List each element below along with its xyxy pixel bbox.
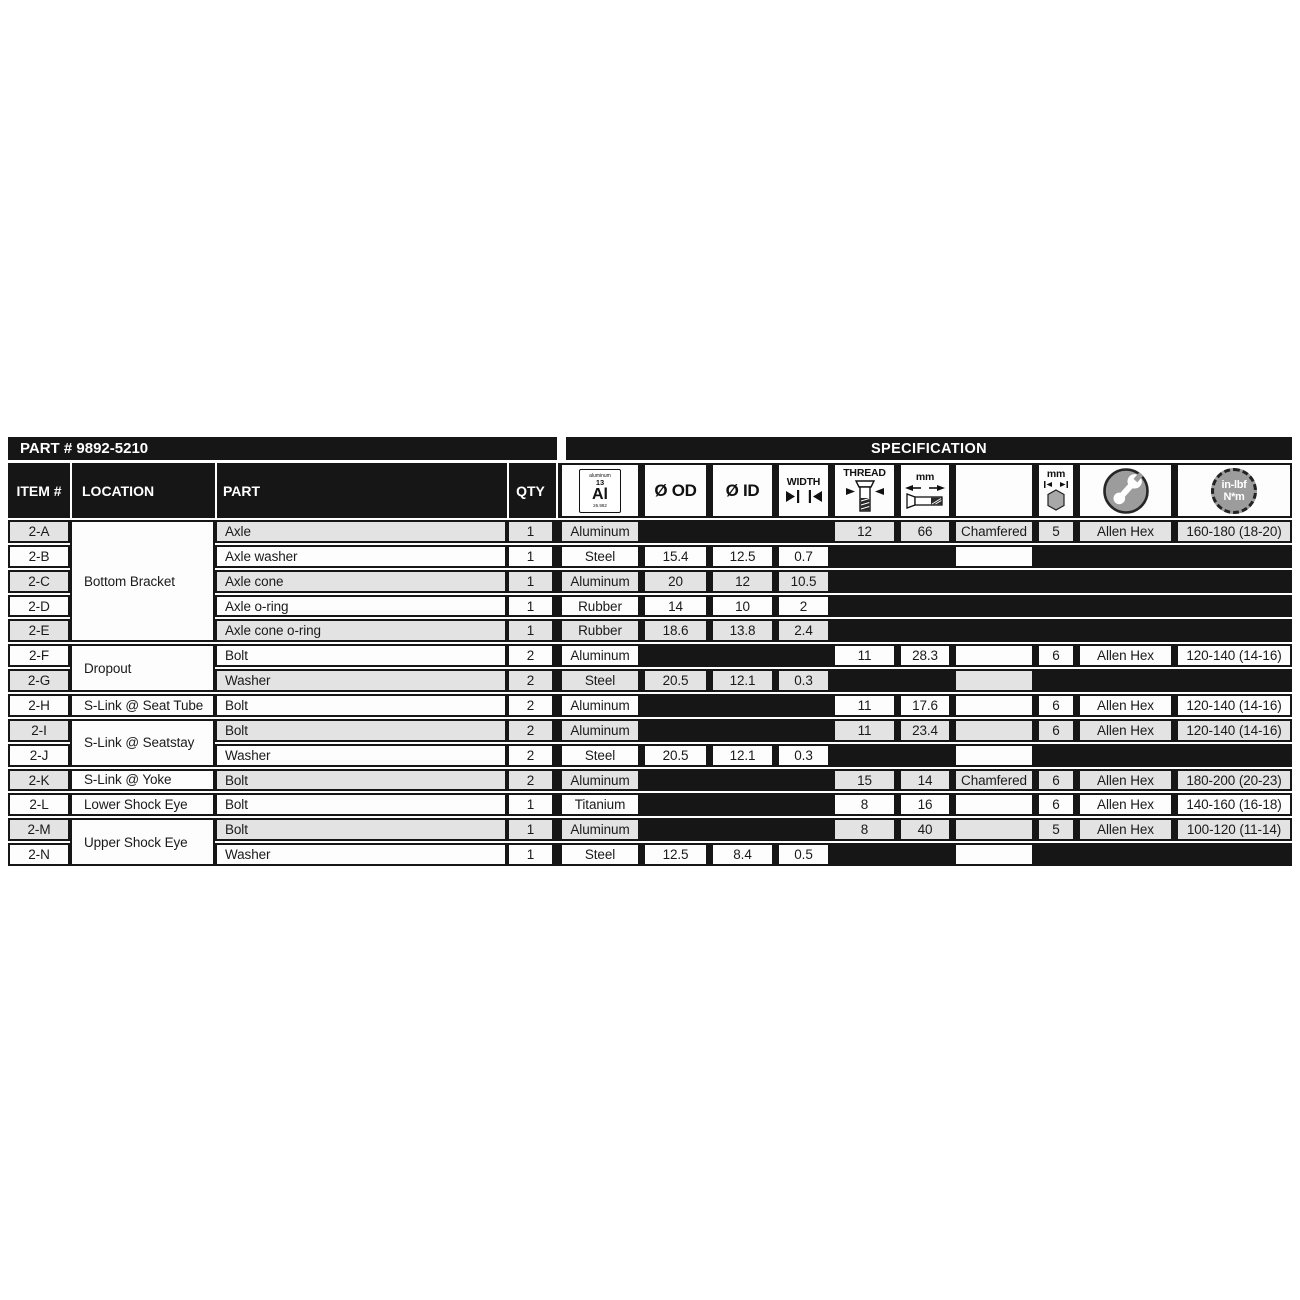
width-label: WIDTH — [786, 476, 821, 488]
hex-cell: 6 — [1037, 793, 1075, 816]
qty-cell: 1 — [507, 545, 554, 568]
part-cell: Bolt — [215, 644, 507, 667]
hex-cell: 5 — [1037, 818, 1075, 841]
material-cell: Rubber — [560, 619, 640, 642]
material-cell: Aluminum — [560, 520, 640, 543]
header-divider — [215, 463, 217, 518]
torque-cell: 160-180 (18-20) — [1176, 520, 1292, 543]
qty-cell: 2 — [507, 669, 554, 692]
width-cell: 0.7 — [777, 545, 830, 568]
thread-cell: 8 — [833, 818, 896, 841]
od-label: Ø OD — [654, 480, 697, 500]
parts-spec-table — [8, 437, 1292, 869]
material-cell: Steel — [560, 744, 640, 767]
location-cell: Dropout — [70, 644, 215, 692]
qty-cell: 1 — [507, 595, 554, 618]
chamfer-cell — [954, 545, 1034, 568]
part-cell: Axle cone — [215, 570, 507, 593]
width-column-header — [777, 463, 830, 518]
item-cell: 2-N — [8, 843, 70, 866]
od-cell: 12.5 — [643, 843, 708, 866]
width-cell: 0.5 — [777, 843, 830, 866]
od-column-header — [643, 463, 708, 518]
qty-cell: 1 — [507, 570, 554, 593]
torque-unit-nm: N*m — [1223, 490, 1245, 503]
torque-cell: 100-120 (11-14) — [1176, 818, 1292, 841]
material-cell: Aluminum — [560, 570, 640, 593]
id-cell: 8.4 — [711, 843, 774, 866]
torque-cell: 140-160 (16-18) — [1176, 793, 1292, 816]
item-cell: 2-M — [8, 818, 70, 841]
width-cell: 10.5 — [777, 570, 830, 593]
length-unit-label: mm — [915, 470, 935, 483]
part-cell: Bolt — [215, 818, 507, 841]
chamfer-cell — [954, 744, 1034, 767]
qty-cell: 1 — [507, 520, 554, 543]
qty-cell: 2 — [507, 744, 554, 767]
aluminum-element-icon — [579, 469, 621, 513]
qty-cell: 2 — [507, 644, 554, 667]
thread-cell: 11 — [833, 694, 896, 717]
length-cell: 14 — [899, 769, 951, 792]
specification-label: SPECIFICATION — [870, 440, 988, 457]
header-divider — [507, 463, 509, 518]
material-cell: Titanium — [560, 793, 640, 816]
part-cell: Axle cone o-ring — [215, 619, 507, 642]
part-cell: Bolt — [215, 793, 507, 816]
material-cell: Aluminum — [560, 769, 640, 792]
id-cell: 12.5 — [711, 545, 774, 568]
od-cell: 18.6 — [643, 619, 708, 642]
thread-column-header — [833, 463, 896, 518]
item-column-header: ITEM # — [16, 482, 62, 499]
atomic-mass: 26.982 — [593, 502, 607, 508]
chamfer-cell — [954, 669, 1034, 692]
thread-cell: 15 — [833, 769, 896, 792]
od-cell: 15.4 — [643, 545, 708, 568]
id-cell: 12 — [711, 570, 774, 593]
hex-cell: 6 — [1037, 694, 1075, 717]
hex-cell: 6 — [1037, 719, 1075, 742]
id-cell: 12.1 — [711, 744, 774, 767]
part-cell: Bolt — [215, 719, 507, 742]
part-cell: Axle washer — [215, 545, 507, 568]
id-cell: 10 — [711, 595, 774, 618]
thread-cell: 11 — [833, 719, 896, 742]
material-cell: Steel — [560, 669, 640, 692]
item-cell: 2-J — [8, 744, 70, 767]
part-cell: Bolt — [215, 694, 507, 717]
qty-cell: 2 — [507, 719, 554, 742]
item-cell: 2-G — [8, 669, 70, 692]
qty-cell: 1 — [507, 619, 554, 642]
od-cell: 20.5 — [643, 669, 708, 692]
item-cell: 2-D — [8, 595, 70, 618]
width-cell: 0.3 — [777, 669, 830, 692]
tool-cell: Allen Hex — [1078, 719, 1173, 742]
chamfer-cell — [954, 644, 1034, 667]
thread-cell: 8 — [833, 793, 896, 816]
width-cell: 2 — [777, 595, 830, 618]
material-cell: Rubber — [560, 595, 640, 618]
od-cell: 20.5 — [643, 744, 708, 767]
chamfer-cell — [954, 843, 1034, 866]
hex-unit-label: mm — [1046, 467, 1066, 480]
torque-cell: 120-140 (14-16) — [1176, 719, 1292, 742]
atomic-number: 13 — [595, 477, 605, 487]
length-cell: 23.4 — [899, 719, 951, 742]
od-cell: 20 — [643, 570, 708, 593]
tool-cell: Allen Hex — [1078, 694, 1173, 717]
hex-cell: 5 — [1037, 520, 1075, 543]
hex-cell: 6 — [1037, 644, 1075, 667]
length-cell: 40 — [899, 818, 951, 841]
qty-cell: 2 — [507, 694, 554, 717]
chamfer-column-header — [954, 463, 1034, 518]
item-cell: 2-K — [8, 769, 70, 792]
chamfer-cell — [954, 719, 1034, 742]
torque-unit-inlbf: in-lbf — [1221, 478, 1247, 491]
allen-hex-icon — [1041, 481, 1071, 513]
location-column-header: LOCATION — [82, 482, 155, 499]
id-label: Ø ID — [725, 480, 760, 500]
material-cell: Steel — [560, 843, 640, 866]
item-cell: 2-B — [8, 545, 70, 568]
chamfer-cell: Chamfered — [954, 769, 1034, 792]
qty-column-header: QTY — [516, 482, 545, 499]
wrench-icon — [1102, 467, 1150, 515]
id-column-header — [711, 463, 774, 518]
torque-cell: 120-140 (14-16) — [1176, 694, 1292, 717]
tool-cell: Allen Hex — [1078, 793, 1173, 816]
location-cell: S-Link @ Seat Tube — [70, 694, 215, 717]
width-cell: 2.4 — [777, 619, 830, 642]
location-cell: Bottom Bracket — [70, 520, 215, 642]
thread-bolt-icon — [842, 480, 888, 514]
length-cell: 66 — [899, 520, 951, 543]
torque-column-header — [1176, 463, 1292, 518]
part-cell: Axle o-ring — [215, 595, 507, 618]
item-cell: 2-C — [8, 570, 70, 593]
material-cell: Aluminum — [560, 818, 640, 841]
item-cell: 2-I — [8, 719, 70, 742]
part-cell: Washer — [215, 843, 507, 866]
part-number-bar — [8, 437, 557, 460]
part-column-header: PART — [223, 482, 261, 499]
thread-cell: 12 — [833, 520, 896, 543]
torque-cell: 120-140 (14-16) — [1176, 644, 1292, 667]
thread-cell: 11 — [833, 644, 896, 667]
id-cell: 12.1 — [711, 669, 774, 692]
element-symbol: Al — [592, 485, 608, 503]
length-cell: 17.6 — [899, 694, 951, 717]
material-cell: Aluminum — [560, 644, 640, 667]
material-column-header — [560, 463, 640, 518]
length-cell: 28.3 — [899, 644, 951, 667]
material-cell: Aluminum — [560, 694, 640, 717]
location-cell: S-Link @ Seatstay — [70, 719, 215, 767]
qty-cell: 1 — [507, 793, 554, 816]
chamfer-cell — [954, 818, 1034, 841]
qty-cell: 1 — [507, 843, 554, 866]
thread-label: THREAD — [843, 466, 886, 479]
chamfer-cell: Chamfered — [954, 520, 1034, 543]
tool-cell: Allen Hex — [1078, 644, 1173, 667]
header-divider — [70, 463, 72, 518]
chamfer-cell — [954, 793, 1034, 816]
material-cell: Steel — [560, 545, 640, 568]
id-cell: 13.8 — [711, 619, 774, 642]
item-cell: 2-F — [8, 644, 70, 667]
item-cell: 2-A — [8, 520, 70, 543]
qty-cell: 1 — [507, 818, 554, 841]
tool-cell: Allen Hex — [1078, 769, 1173, 792]
tool-column-header — [1078, 463, 1173, 518]
column-header-row — [8, 463, 1292, 518]
torque-cell: 180-200 (20-23) — [1176, 769, 1292, 792]
part-cell: Washer — [215, 744, 507, 767]
location-cell: S-Link @ Yoke — [70, 769, 215, 792]
element-name: aluminum — [589, 472, 611, 479]
torque-badge-icon — [1211, 468, 1257, 514]
width-cell: 0.3 — [777, 744, 830, 767]
tool-cell: Allen Hex — [1078, 818, 1173, 841]
part-cell: Washer — [215, 669, 507, 692]
item-cell: 2-L — [8, 793, 70, 816]
header-divider — [556, 463, 558, 518]
length-column-header — [899, 463, 951, 518]
location-cell: Upper Shock Eye — [70, 818, 215, 866]
width-arrows-icon — [785, 489, 823, 504]
item-cell: 2-H — [8, 694, 70, 717]
hex-cell: 6 — [1037, 769, 1075, 792]
part-cell: Axle — [215, 520, 507, 543]
qty-cell: 2 — [507, 769, 554, 792]
material-cell: Aluminum — [560, 719, 640, 742]
od-cell: 14 — [643, 595, 708, 618]
length-cell: 16 — [899, 793, 951, 816]
bolt-length-icon — [903, 484, 947, 510]
tool-cell: Allen Hex — [1078, 520, 1173, 543]
hex-size-column-header — [1037, 463, 1075, 518]
location-cell: Lower Shock Eye — [70, 793, 215, 816]
specification-bar — [566, 437, 1292, 460]
chamfer-cell — [954, 694, 1034, 717]
item-cell: 2-E — [8, 619, 70, 642]
part-cell: Bolt — [215, 769, 507, 792]
part-number-label: PART # 9892-5210 — [20, 440, 149, 457]
